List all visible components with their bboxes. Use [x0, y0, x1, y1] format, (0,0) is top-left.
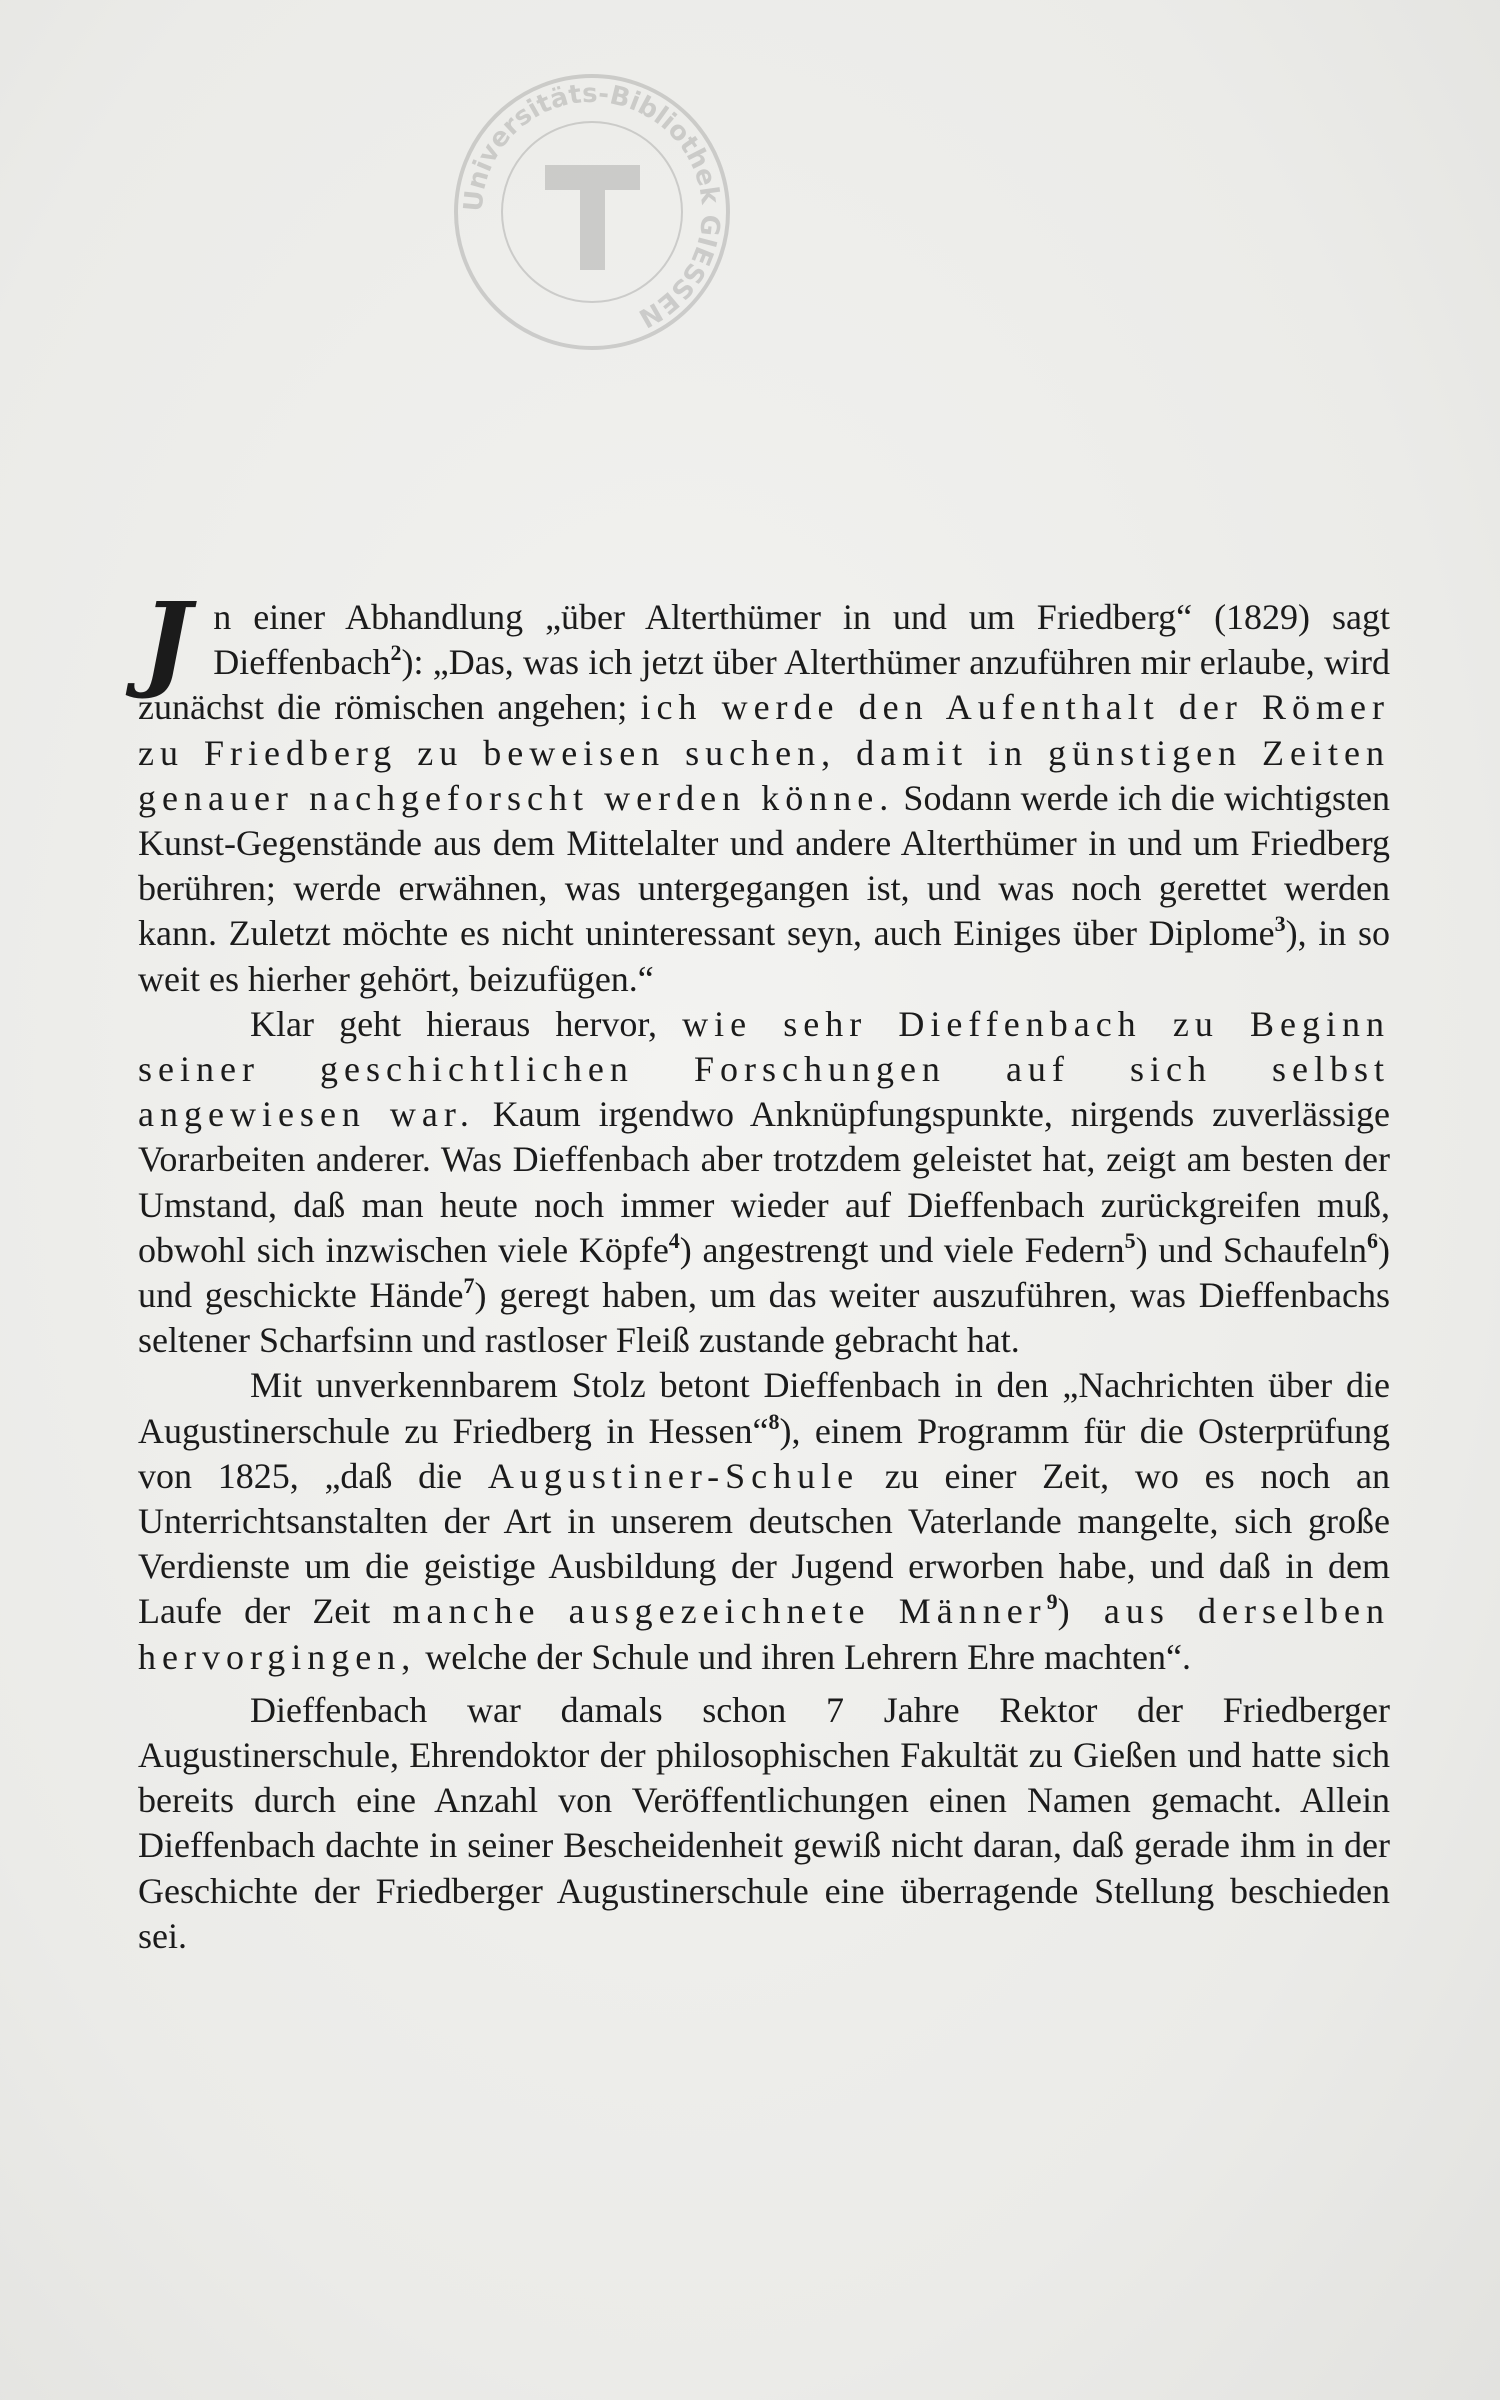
drop-cap-initial: J: [142, 579, 192, 702]
text-run: ), in so weit es hierher gehört, beizufügen.“: [138, 913, 1390, 999]
text-run: ), einem Programm für die Osterprüfung von 1825, „daß die: [138, 1410, 1391, 1496]
paragraph: [138, 1688, 1390, 1959]
text-run: ) und Schaufeln: [1135, 1229, 1367, 1270]
text-run: welche der Schule und ihren Lehrern Ehre machten“.: [416, 1636, 1191, 1677]
text-run: Dieffenbach war damals schon 7 Jahre Rektor der Friedberger Augustinerschule, Ehrendoktor der philosophischen Fakultät zu Gießen und hatte sich bereits durch eine Anzahl von Veröffentlichungen einen Namen gemacht. Allein Dieffenbach dachte in seiner Bescheidenheit gewiß nicht daran, daß gerade ihm in der Geschichte der Friedberger Augustinerschule eine überragende Stellung beschieden sei.: [138, 1689, 1390, 1956]
text-run: Klar geht hieraus hervor,: [250, 1003, 683, 1044]
text-run: ) angestrengt und viele Federn: [679, 1229, 1125, 1270]
stamp-text: Universitäts-Bibliothek GIESSEN: [458, 78, 726, 333]
paragraph: [138, 1002, 1390, 1364]
footnote-marker: 2: [390, 640, 402, 666]
text-run: ) und geschickte Hände: [138, 1229, 1390, 1316]
spaced-emphasis: wie sehr Dieffenbach zu Beginn seiner geschichtlichen Forschungen auf sich selbst angewiesen war.: [138, 1003, 1390, 1135]
spaced-emphasis: Augustiner-Schule: [487, 1455, 860, 1496]
body-text: [138, 579, 1391, 1959]
text-run: ): „Das, was ich jetzt über Alterthümer anzuführen mir erlaube, wird zunächst die römischen angehen;: [138, 642, 1390, 728]
text-run: ) geregt haben, um das weiter auszuführen, was Dieffenbachs seltener Scharfsinn und rastloser Fleiß zustande gebracht hat.: [138, 1275, 1390, 1361]
text-run: Kaum irgendwo Anknüpfungspunkte, nirgends zuverlässige Vorarbeiten anderer. Was Dieffenbach aber trotzdem geleistet hat, zeigt am besten der Umstand, daß man heute noch immer wieder auf Dieffenbach zurückgreifen muß, obwohl sich inzwischen viele Köpfe: [138, 1094, 1390, 1270]
footnote-marker: 5: [1124, 1227, 1136, 1253]
footnote-marker: 8: [768, 1408, 780, 1434]
footnote-marker: 4: [668, 1227, 680, 1253]
text-run: Sodann werde ich die wichtigsten Kunst-Gegenstände aus dem Mittelalter und andere Alterthümer in und um Friedberg berühren; werde erwähnen, was untergegangen ist, und was noch gerettet werden kann. Zuletzt möchte es nicht uninteressant seyn, auch Einiges über Diplome: [138, 777, 1390, 954]
footnote-marker: 9: [1046, 1589, 1058, 1615]
footnote-marker: 7: [463, 1273, 475, 1299]
spaced-emphasis: manche ausgezeichnete Männer: [392, 1591, 1047, 1632]
paragraph: [138, 1363, 1390, 1679]
text-run: n einer Abhandlung „über Alterthümer in und um Friedberg“ (1829) sagt Dieffenbach: [213, 597, 1390, 683]
footnote-marker: 6: [1367, 1227, 1378, 1253]
library-stamp: [450, 70, 735, 355]
spaced-emphasis: ) aus derselben hervorgingen,: [138, 1591, 1390, 1677]
paragraph: [138, 579, 1391, 1002]
footnote-marker: 3: [1274, 911, 1286, 937]
text-run: Mit unverkennbarem Stolz betont Dieffenbach in den „Nachrichten über die Augustinerschule zu Friedberg in Hessen“: [138, 1365, 1390, 1451]
spaced-emphasis: ich werde den Aufenthalt der Römer zu Friedberg zu beweisen suchen, damit in günstigen Zeiten genauer nachgeforscht werden könne.: [138, 687, 1391, 818]
text-run: zu einer Zeit, wo es noch an Unterrichtsanstalten der Art in unserem deutschen Vaterlande mangelte, sich große Verdienste um die geistige Ausbildung der Jugend erworben habe, und daß in dem Laufe der Zeit: [138, 1455, 1391, 1632]
